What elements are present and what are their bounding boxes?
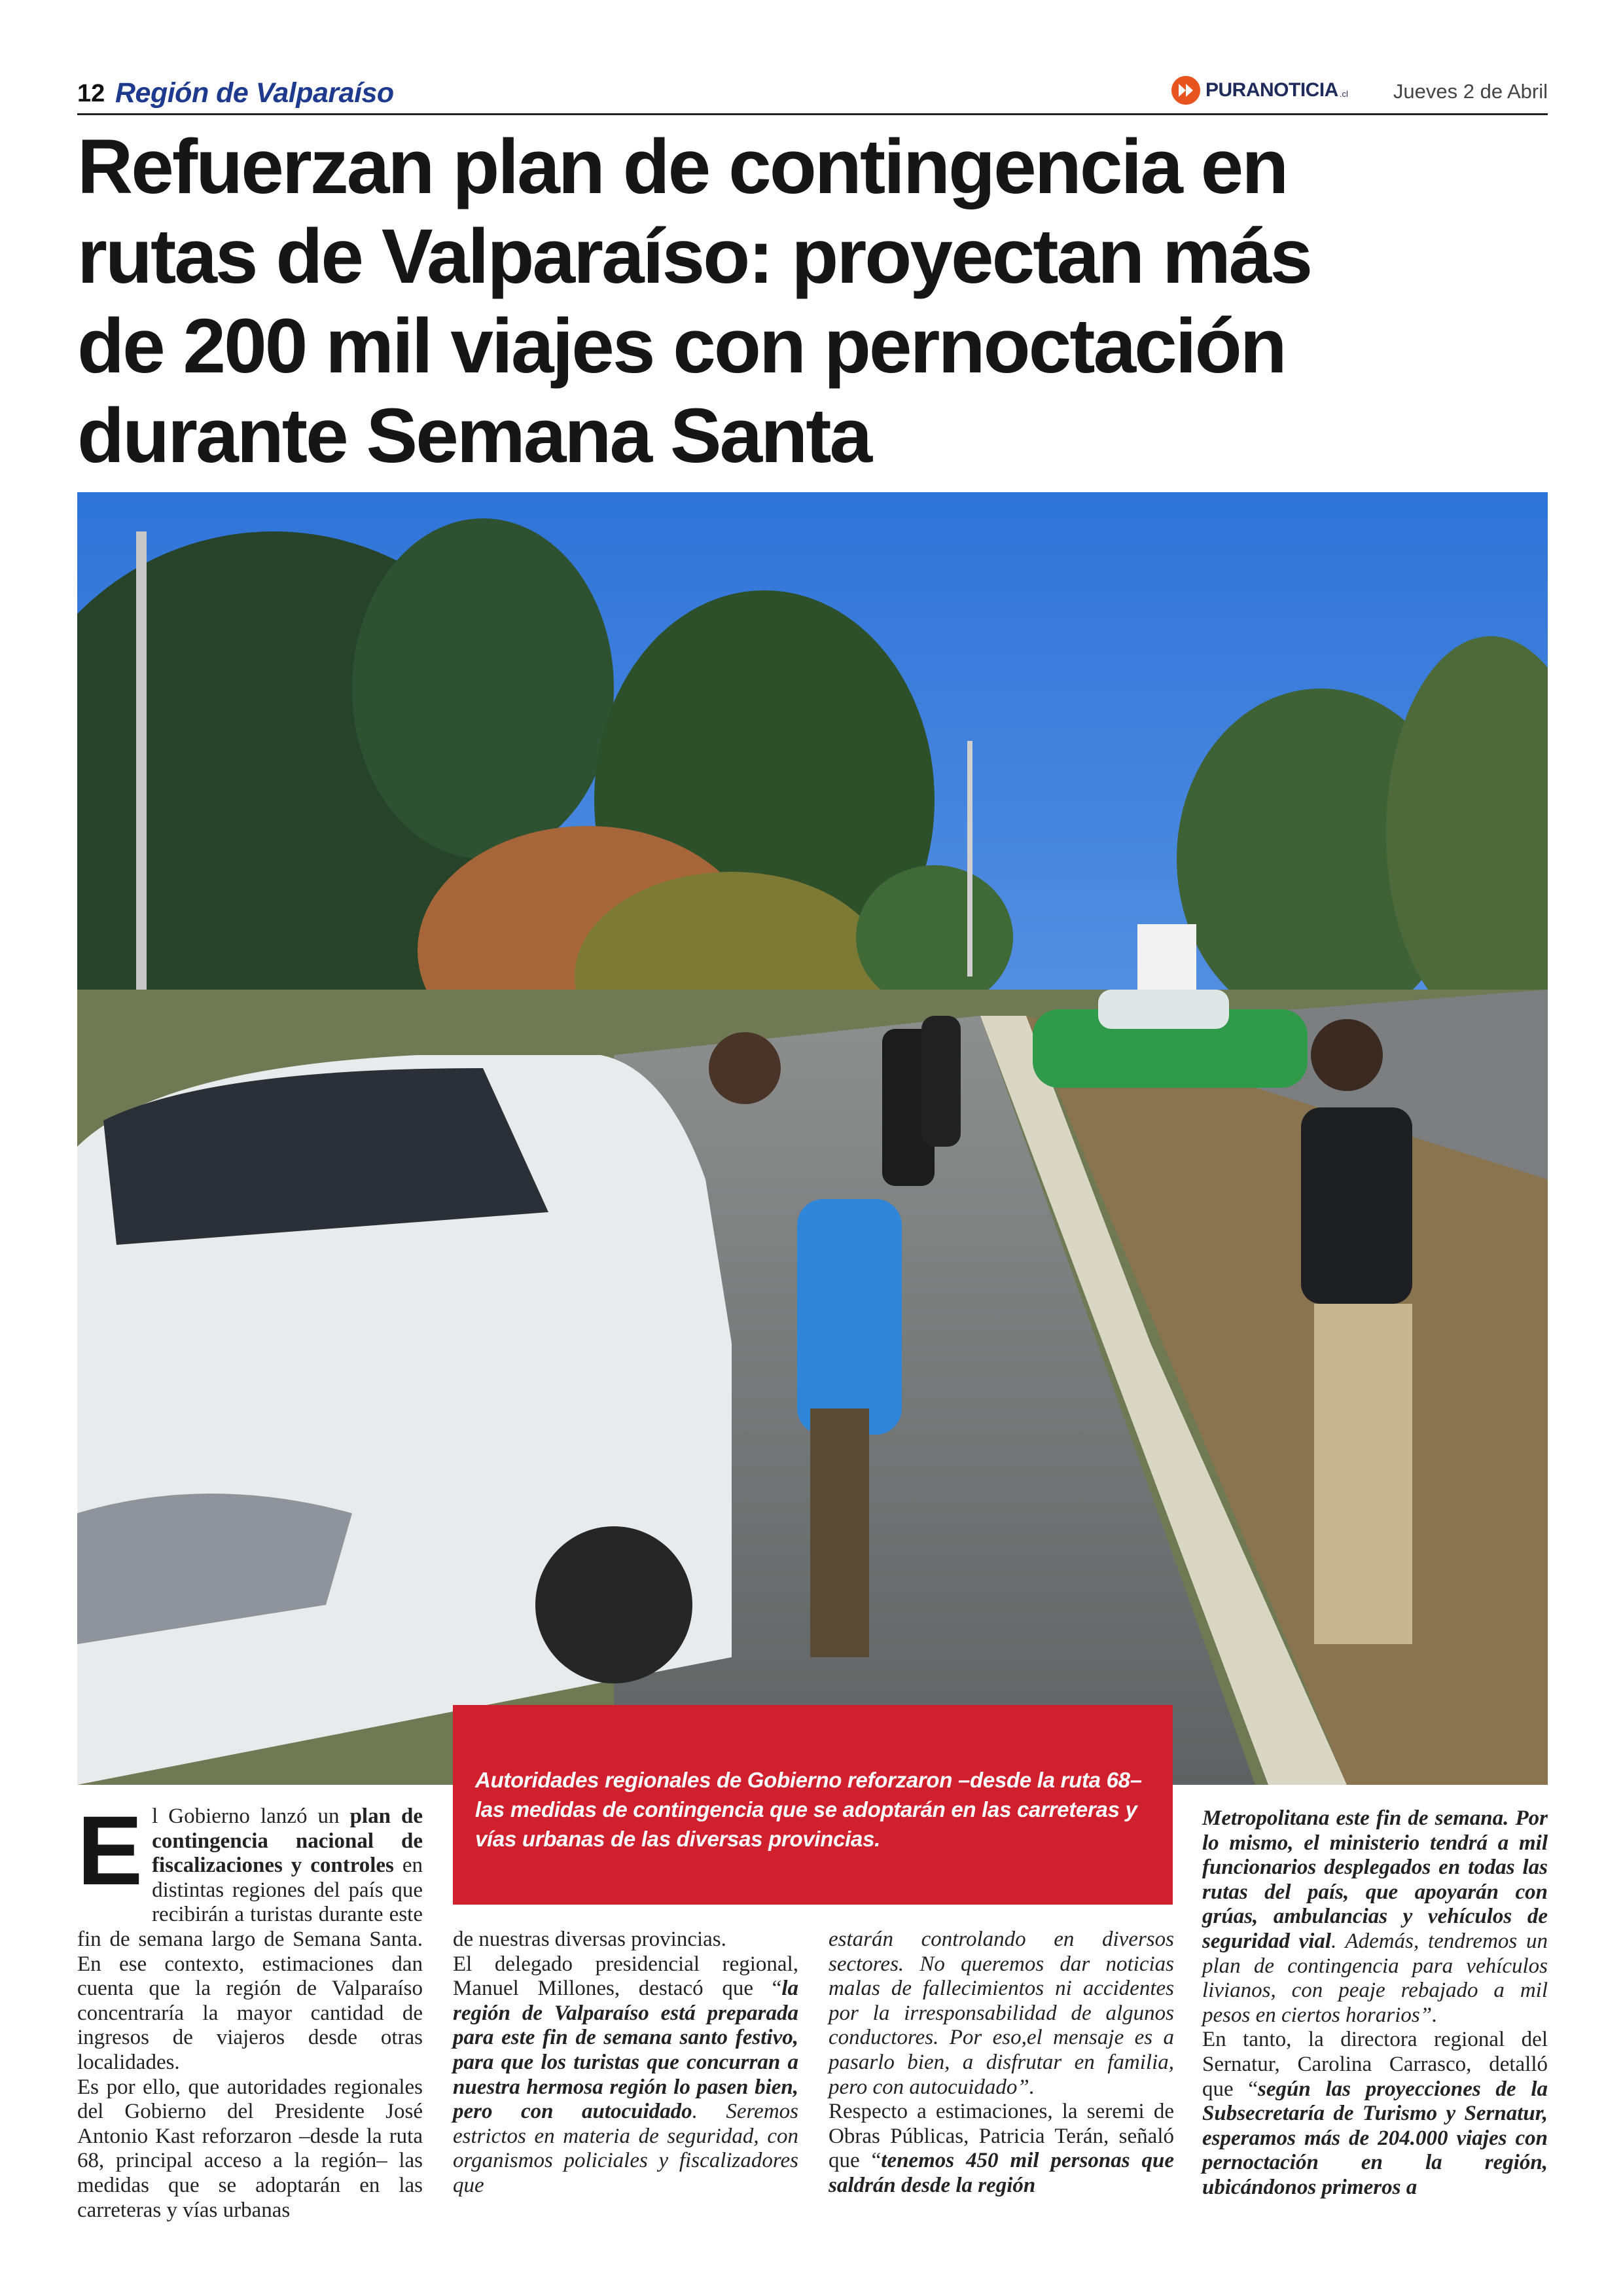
- brand-logo: [1171, 76, 1348, 105]
- paragraph: [453, 1952, 798, 2198]
- headline-line: de 200 mil viajes con pernoctación: [77, 303, 1285, 389]
- drop-cap: E: [77, 1795, 143, 1905]
- body-text: en distintas regiones del país que recibirán a turistas durante este fin de semana largo de Semana Santa. En ese contexto, estimaciones dan cuenta que la región de Valparaíso concentraría la mayor cantidad de ingresos de viajeros desde otras localidades.: [77, 1854, 423, 2074]
- section-title: Región de Valparaíso: [115, 77, 394, 109]
- body-quote-text: . Además, tendremos un plan de contingencia para vehículos livianos, con peaje rebajado a mil pesos en ciertos horarios”.: [1202, 1929, 1548, 2027]
- body-quote-text: estarán controlando en diversos sectores. No queremos dar noticias malas de fallecimientos ni accidentes por la irresponsabilidad de algunos conductores. Por eso,el mensaje es a pasarlo bien, a disfrutar en familia, pero con autocuidado”.: [829, 1928, 1174, 2099]
- body-text: El delegado presidencial regional, Manuel Millones, destacó que “: [453, 1952, 798, 2001]
- play-arrows-icon: [1171, 76, 1200, 105]
- paragraph: [77, 1795, 423, 2075]
- paragraph: [1202, 1806, 1548, 2028]
- headline-line: durante Semana Santa: [77, 393, 871, 479]
- page-number: 12: [77, 80, 105, 107]
- body-column-4: [1202, 1806, 1548, 2200]
- body-text: l Gobierno lanzó un: [152, 1804, 350, 1828]
- headline-line: rutas de Valparaíso: proyectan más: [77, 213, 1311, 300]
- headline: [77, 124, 1550, 487]
- paragraph: [1202, 2028, 1548, 2200]
- body-quote-text: según las proyecciones de la Subsecretaría de Turismo y Sernatur, esperamos más de 204.000 viajes con pernoctación en la región, ubicándonos primeros a: [1202, 2077, 1548, 2199]
- paragraph: de nuestras diversas provincias.: [453, 1928, 726, 1951]
- brand-name: PURANOTICIA: [1205, 79, 1338, 101]
- photo-caption: Autoridades regionales de Gobierno reforzaron –desde la ruta 68– las medidas de contingencia que se adoptarán en las carreteras y vías urbanas de las diversas provincias.: [453, 1705, 1173, 1905]
- body-quote-text: la región de Valparaíso está preparada para este fin de semana santo festivo, para que los turistas que concurran a nuestra hermosa región lo pasen bien, pero con autocuidado: [453, 1977, 798, 2124]
- body-quote-text: . Seremos estrictos en materia de seguridad, con organismos policiales y fiscalizadores que: [453, 2100, 798, 2197]
- body-column-1: [77, 1795, 423, 2223]
- news-photo: [77, 492, 1548, 1785]
- body-column-2: [453, 1928, 798, 2198]
- paragraph: Es por ello, que autoridades regionales del Gobierno del Presidente José Antonio Kast reforzaron –desde la ruta 68, principal acceso a la región– las medidas que se adoptarán en las carreteras y vías urbanas: [77, 2075, 423, 2222]
- body-bold-text: plan de contingencia nacional de fiscalizaciones y controles: [152, 1804, 423, 1878]
- headline-line: Refuerzan plan de contingencia en: [77, 124, 1287, 210]
- body-quote-text: tenemos 450 mil personas que saldrán desde la región: [829, 2149, 1174, 2197]
- header-divider: [77, 113, 1548, 115]
- brand-tld: .cl: [1339, 88, 1348, 99]
- body-text: En tanto, la directora regional del Sernatur, Carolina Carrasco, detalló que “: [1202, 2028, 1548, 2101]
- body-column-3: [829, 1928, 1174, 2198]
- body-text: Respecto a estimaciones, la seremi de Obras Públicas, Patricia Terán, señaló que “: [829, 2100, 1174, 2173]
- paragraph: [829, 1928, 1174, 2100]
- body-quote-text: Metropolitana este fin de semana. Por lo mismo, el ministerio tendrá a mil funcionarios desplegados en todas las rutas del país, que apoyarán con grúas, ambulancias y vehículos de seguridad vial: [1202, 1806, 1548, 1953]
- paragraph: [829, 2100, 1174, 2198]
- issue-date: Jueves 2 de Abril: [1393, 80, 1548, 103]
